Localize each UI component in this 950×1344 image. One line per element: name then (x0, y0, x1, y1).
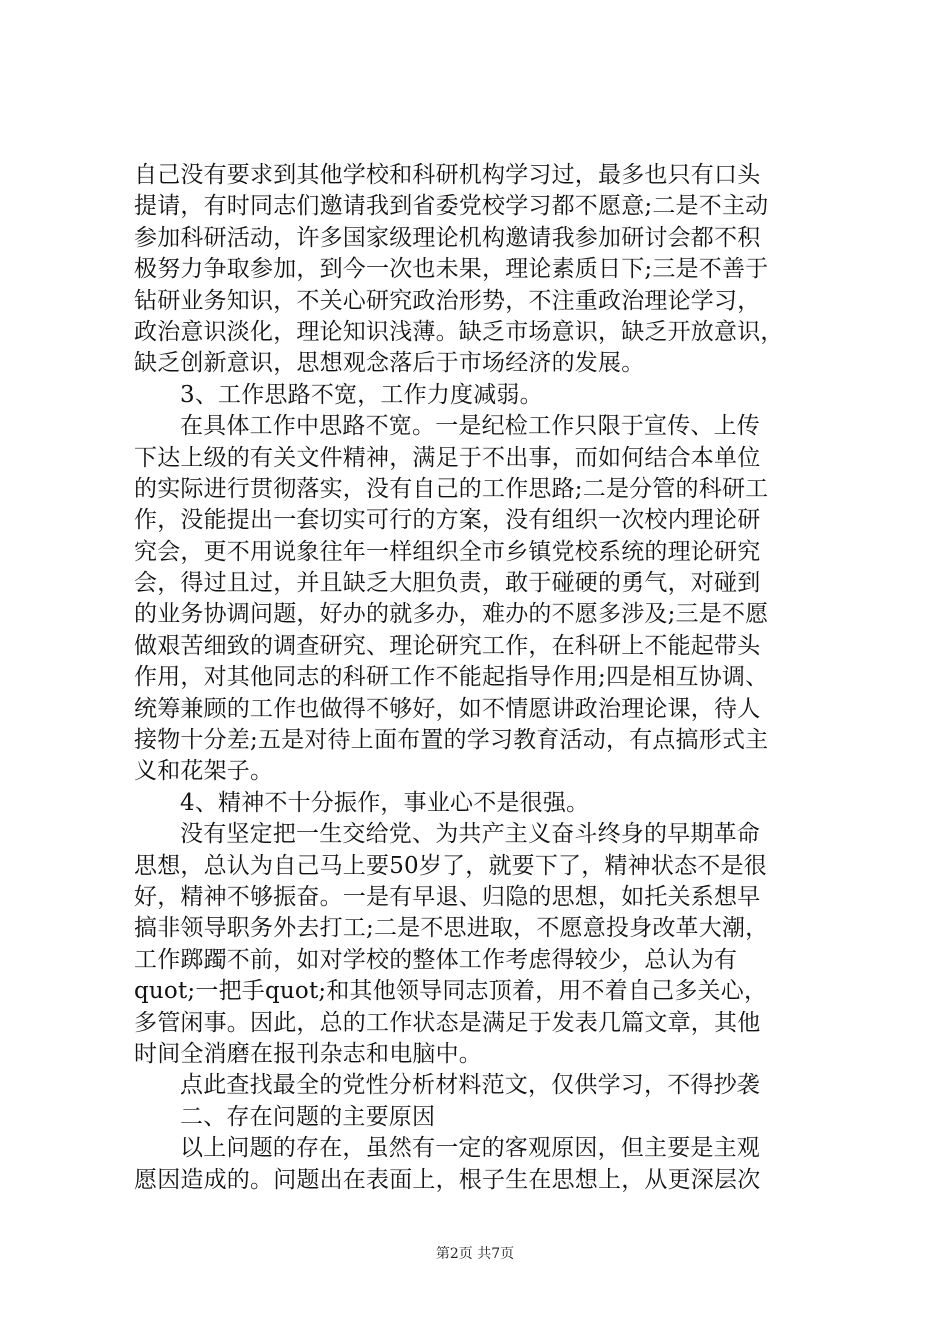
text-line: 提请，有时同志们邀请我到省委党校学习都不愿意;二是不主动 (134, 193, 769, 220)
text-line: 点此查找最全的党性分析材料范文，仅供学习，不得抄袭 (180, 1072, 760, 1099)
text-line: 钻研业务知识，不关心研究政治形势，不注重政治理论学习， (134, 287, 761, 314)
text-line: 会，得过且过，并且缺乏大胆负责，敢于碰硬的勇气，对碰到 (134, 570, 761, 597)
text-line: 作，没能提出一套切实可行的方案，没有组织一次校内理论研 (134, 507, 761, 534)
text-line: 的实际进行贯彻落实，没有自己的工作思路;二是分管的科研工 (134, 475, 769, 502)
text-line: 作用，对其他同志的科研工作不能起指导作用;四是相互协调、 (134, 664, 769, 691)
text-line: 政治意识淡化，理论知识浅薄。缺乏市场意识，缺乏开放意识， (134, 318, 784, 345)
text-line: 没有坚定把一生交给党、为共产主义奋斗终身的早期革命 (180, 821, 760, 848)
paragraph (134, 380, 834, 411)
text-line: 参加科研活动，许多国家级理论机构邀请我参加研讨会都不积 (134, 224, 761, 251)
paragraph (134, 160, 834, 380)
text-line: 好，精神不够振奋。一是有早退、归隐的思想，如托关系想早 (134, 883, 761, 910)
text-line: 3、工作思路不宽，工作力度减弱。 (180, 381, 543, 408)
text-line: 工作踯躅不前，如对学校的整体工作考虑得较少，总认为有 (134, 946, 738, 973)
text-line: 思想，总认为自己马上要50岁了，就要下了，精神状态不是很 (134, 852, 767, 879)
text-line: 多管闲事。因此，总的工作状态是满足于发表几篇文章，其他 (134, 1009, 761, 1036)
text-line: 4、精神不十分振作，事业心不是很强。 (180, 789, 590, 816)
text-line: quot;一把手quot;和其他领导同志顶着，用不着自己多关心， (134, 978, 768, 1005)
text-line: 愿因造成的。问题出在表面上，根子生在思想上，从更深层次 (134, 1166, 761, 1193)
text-line: 统筹兼顾的工作也做得不够好，如不情愿讲政治理论课，待人 (134, 695, 761, 722)
paragraph (134, 788, 834, 819)
paragraph (134, 1102, 834, 1133)
page-footer: 第2页 共7页 (435, 1246, 515, 1262)
paragraph (134, 1133, 834, 1196)
paragraph (134, 819, 834, 1070)
text-line: 自己没有要求到其他学校和科研机构学习过，最多也只有口头 (134, 162, 761, 188)
text-line: 搞非领导职务外去打工;二是不思进取，不愿意投身改革大潮， (134, 915, 769, 942)
text-line: 二、存在问题的主要原因 (180, 1103, 436, 1130)
text-line: 义和花架子。 (134, 758, 274, 785)
text-line: 的业务协调问题，好办的就多办，难办的不愿多涉及;三是不愿 (134, 601, 769, 628)
text-line: 极努力争取参加，到今一次也未果，理论素质日下;三是不善于 (134, 256, 769, 283)
text-line: 以上问题的存在，虽然有一定的客观原因，但主要是主观 (180, 1135, 760, 1162)
text-line: 究会，更不用说象往年一样组织全市乡镇党校系统的理论研究 (134, 538, 761, 565)
paragraph (134, 411, 834, 788)
document-body (134, 160, 834, 1196)
text-line: 在具体工作中思路不宽。一是纪检工作只限于宣传、上传 (180, 413, 760, 440)
text-line: 做艰苦细致的调查研究、理论研究工作，在科研上不能起带头 (134, 632, 761, 659)
text-line: 时间全消磨在报刊杂志和电脑中。 (134, 1040, 482, 1067)
text-line: 下达上级的有关文件精神，满足于不出事，而如何结合本单位 (134, 444, 761, 471)
paragraph (134, 1070, 834, 1101)
text-line: 缺乏创新意识，思想观念落后于市场经济的发展。 (134, 350, 645, 377)
text-line: 接物十分差;五是对待上面布置的学习教育活动，有点搞形式主 (134, 727, 769, 754)
